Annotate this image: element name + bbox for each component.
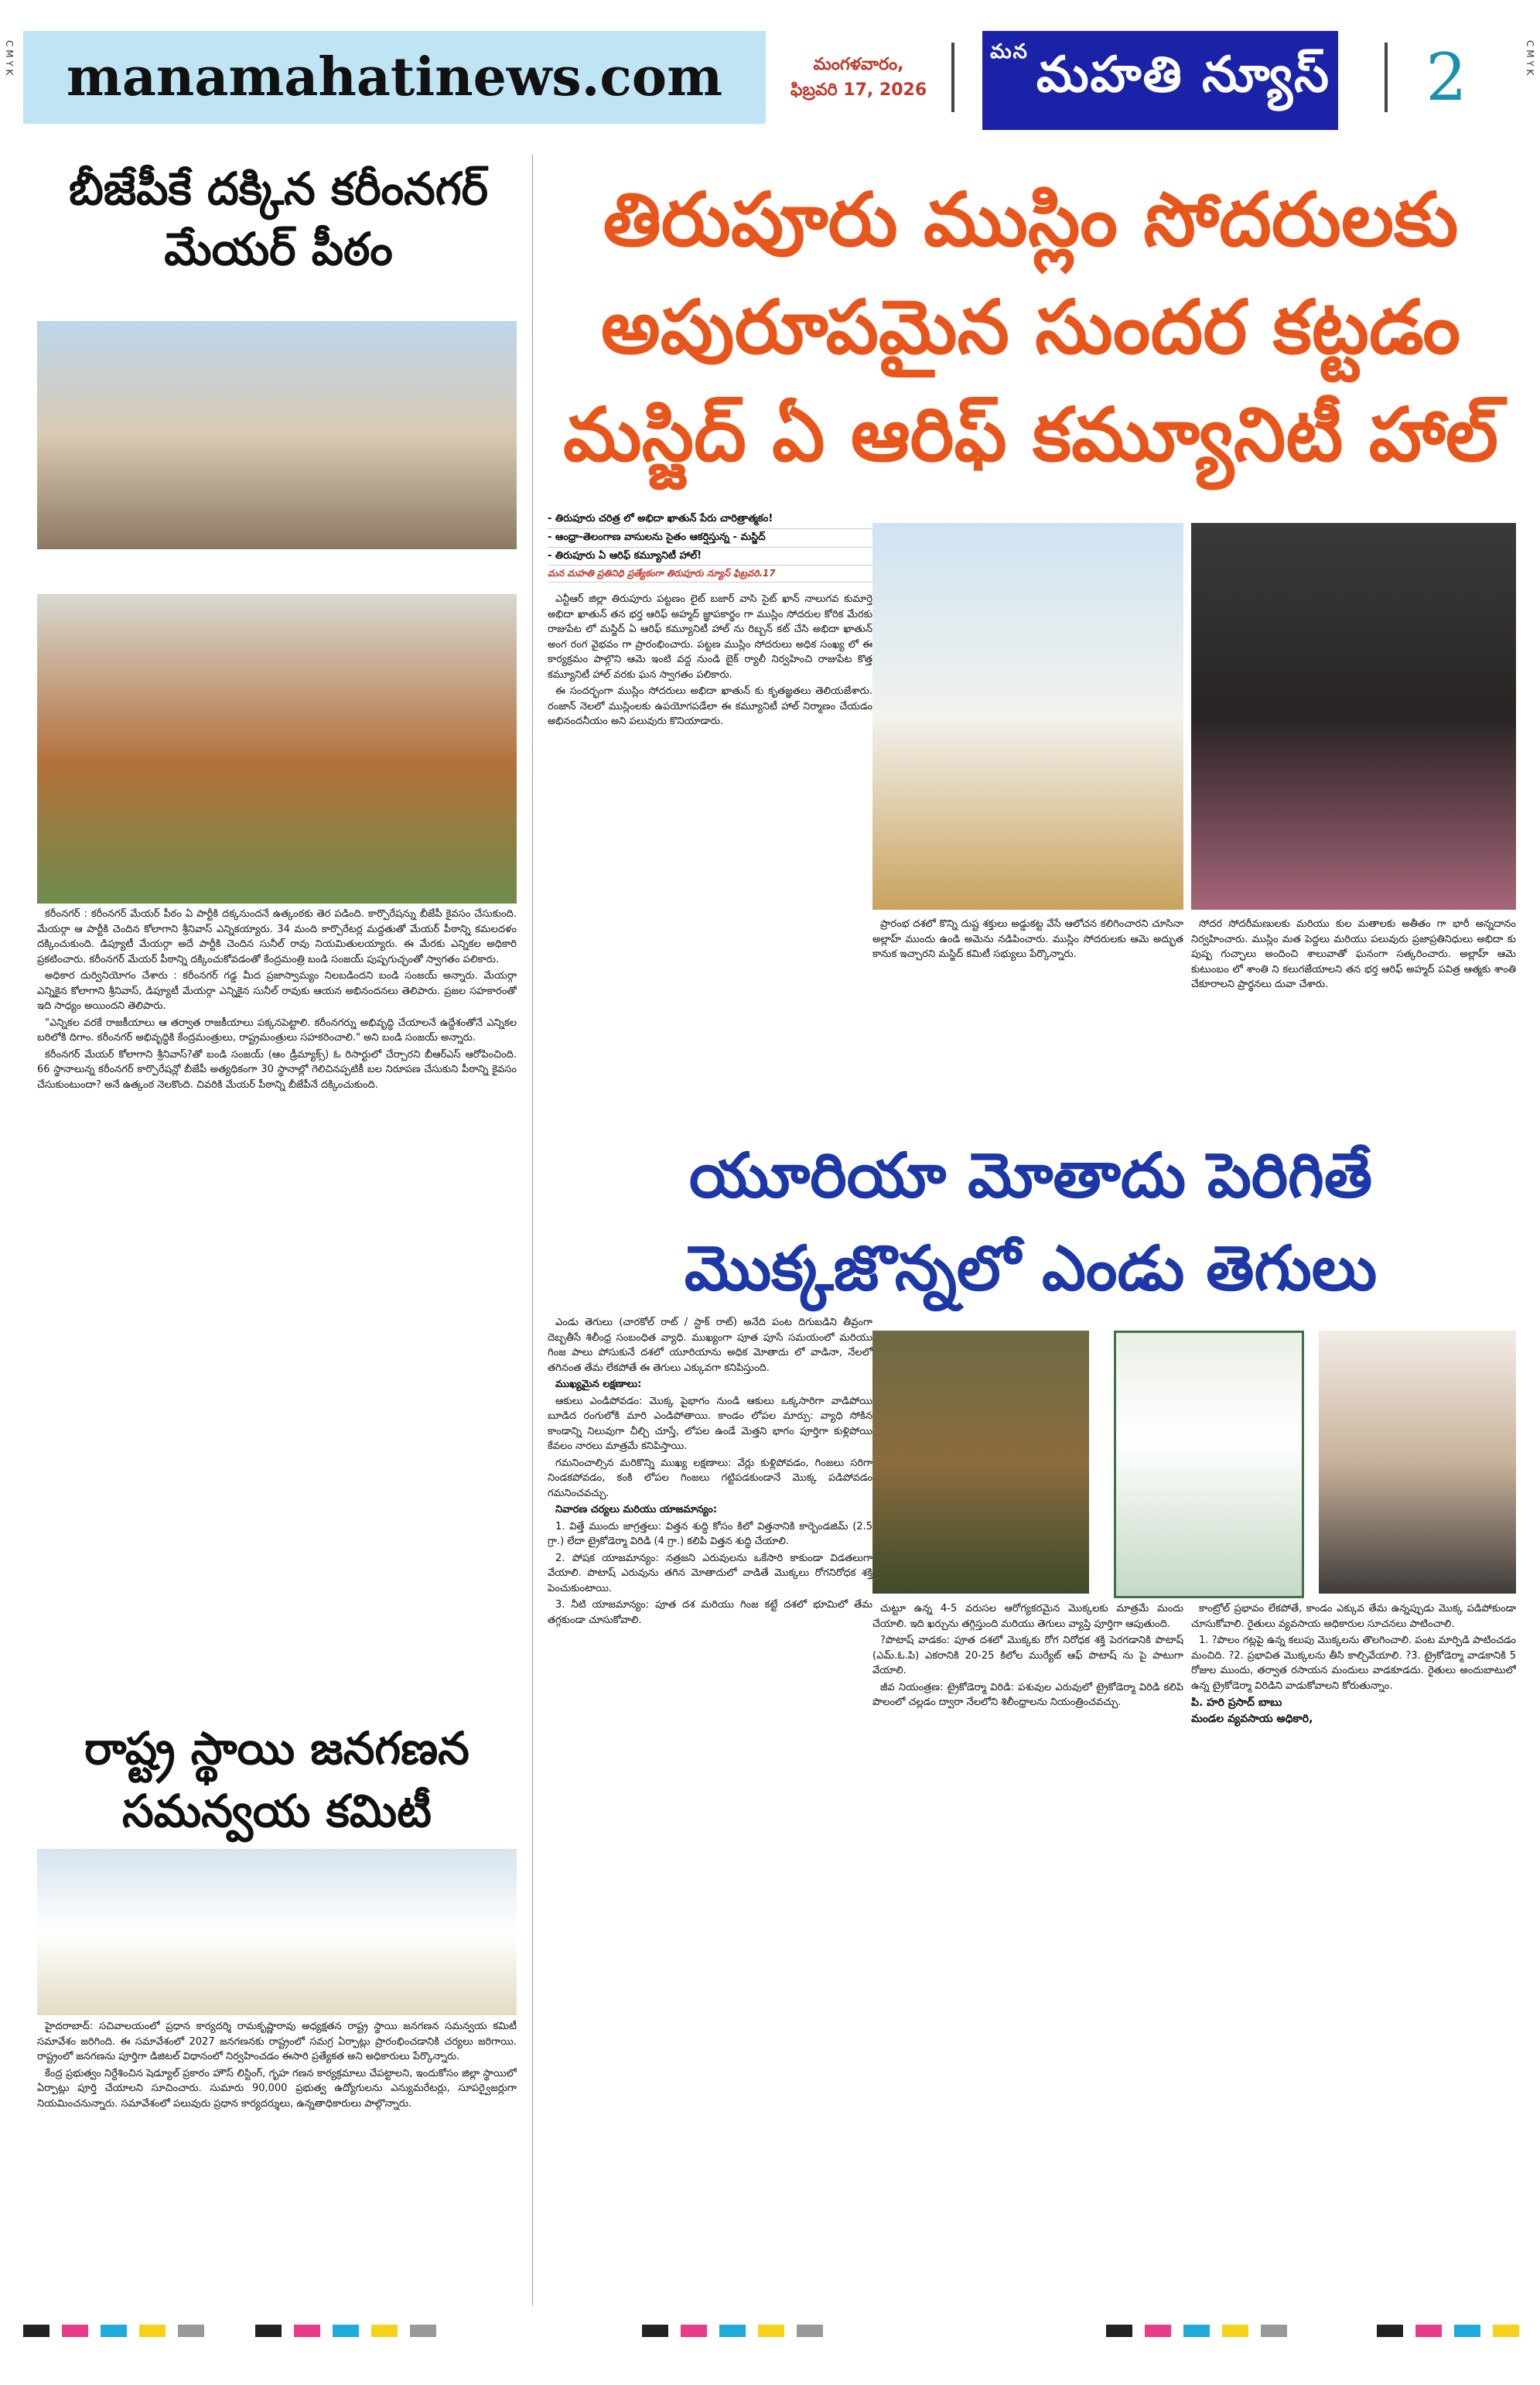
paragraph: కాంట్రోల్ ప్రభావం లేకపోతే, కాండం ఎక్కువ తేమ ఉన్నప్పుడు మొక్క పడిపోకుండా చూసుకోవాలి. రైతులు వ్యవసాయ అధికారుల సూచనలు పాటించాలి. <box>1191 1603 1516 1630</box>
paragraph: గమనించాల్సిన మరికొన్ని ముఖ్య లక్షణాలు: వేర్లు కుళ్లిపోవడం, గింజలు సరిగా నిండకపోవడం, కంకి లోపల గింజలు గట్టిపడకుండానే మొక్క పడిపోవడం గమనించవచ్చు. <box>548 1457 872 1499</box>
swatch <box>719 2325 746 2337</box>
swatch <box>1183 2325 1210 2337</box>
paragraph: అధికార దుర్వినియోగం చేశారు : కరీంనగర్ గడ్డ మీద ప్రజాస్వామ్యం నిలబడిందని బండి సంజయ్ అన్నారు. మేయర్గా ఎన్నికైన కోలాగాని శ్రీనివాస్, డిప్యూటీ మేయర్గా ఎన్నికైన సునీల్ రావుకు ఆయన అభినందనలు తెలిపారు. ప్రజల సహకారంతో ఇది సాధ్యం అయిందని తెలిపారు. <box>37 970 517 1012</box>
date-box <box>781 31 936 124</box>
swatch <box>178 2325 204 2337</box>
paragraph: "ఎన్నికల వరకే రాజకీయాలు ఆ తర్వాత రాజకీయాలు పక్కనపెట్టాలి. కరీంనగర్ను అభివృద్ధి చేయాలనే ఉద్దేశంతోనే ఎన్నికల బరిలోకి దిగాం. కరీంనగర్ అభివృద్ధికి కేంద్రమంత్రులు, రాష్ట్రమంత్రులు సహకరించాలి." అని బండి సంజయ్ అన్నారు. <box>37 1017 517 1044</box>
column-rule <box>532 155 533 2305</box>
paragraph: ముఖ్యమైన లక్షణాలు: <box>555 1379 642 1390</box>
date-full: ఫిబ్రవరి 17, 2026 <box>790 80 927 100</box>
paragraph: సోదర సోదరీమణులకు మరియు కుల మతాలకు అతీతం గా భారీ అన్నదానం నిర్వహించారు. ముస్లిం మత పెద్దలు మరియు పలువురు ప్రజాప్రతినిధులు అభిదా కు పుష్ప గుచ్ఛాలు అందించి శాలువాతో ఘనంగా సత్కరించారు. అల్లాహ్ ఆమె కుటుంబం లో శాంతి ని కలుగజేయాలని తన భర్త ఆరిఫ్ అహ్మద్ పవిత్ర ఆత్మకు శాంతి చేకూరాలని ప్రార్థనలు దువా చేశారు. <box>1191 918 1516 990</box>
paragraph: 3. నీటి యాజమాన్యం: పూత దశ మరియు గింజ కట్టే దశలో భూమిలో తేమ తగ్గకుండా చూసుకోవాలి. <box>548 1599 872 1626</box>
leaders-photo <box>37 594 517 904</box>
paragraph: నివారణ చర్యలు మరియు యాజమాన్యం: <box>555 1504 718 1515</box>
swatch <box>62 2325 88 2337</box>
paragraph: 1. ?పొలం గట్లపై ఉన్న కలుపు మొక్కలను తొలగించాలి. పంట మార్పిడి పాటించడం మంచిది. ?2. ప్రభావిత మొక్కలను తీసి కాల్చివేయాలి. ?3. ట్రైకోడెర్మా వాడకానికి 5 రోజుల ముందు, తర్వాత రసాయన మందులు వాడకూడదు. రైతులు అందుబాటులో ఉన్న ట్రైకోడెర్మా విరిడిని వాడుకోవాలని కోరుతున్నాం. <box>1191 1635 1516 1692</box>
trichoderma-doc-photo <box>1114 1331 1304 1598</box>
bullet: - తిరుపూరు చరిత్ర లో అభిదా ఖాతున్ పేరు చారిత్రాత్మకం! <box>548 511 872 529</box>
swatch <box>681 2325 707 2337</box>
urea-headline: యూరియా మోతాదు పెరిగితే మొక్కజొన్నలో ఎండు తెగులు <box>684 1140 1378 1304</box>
logo <box>982 31 1338 130</box>
swatch <box>1493 2325 1519 2337</box>
masjid-body-right <box>1191 917 1516 1110</box>
signature-name: పి. హరి ప్రసాద్ బాబు <box>1191 1696 1282 1709</box>
bullet: - తిరుపూరు ఏ ఆరిఫ్ కమ్యూనిటీ హాల్! <box>548 548 872 566</box>
logo-small: మన <box>990 40 1029 63</box>
swatch <box>410 2325 436 2337</box>
swatch <box>1415 2325 1442 2337</box>
swatch <box>642 2325 668 2337</box>
swatch <box>333 2325 359 2337</box>
site-name[interactable]: manamahatinews.com <box>23 31 766 124</box>
paragraph: కరీంనగర్ మేయర్ కోలాగాని శ్రీనివాస్?తో బండి సంజయ్ (ఆం డ్రీమ్యాక్స్) ఓ రిసార్టులో చేర్చారని బీఆర్ఎస్ ఆరోపించింది. 66 స్థానాలున్న కరీంనగర్ కార్పొరేషన్లో బీజేపీ అత్యధికంగా 30 స్థానాల్లో గెలిచినప్పటికీ బల నిరూపణ చేసుకుని పీఠాన్ని కైవసం చేసుకుంటుందా? అనే ఉత్కంఠ నెలకొంది. చివరికి మేయర్ పీఠాన్ని బీజేపీనే దక్కించుకుంది. <box>37 1048 517 1091</box>
swatch <box>1145 2325 1171 2337</box>
swatch <box>1377 2325 1403 2337</box>
census-headline: రాష్ట్ర స్థాయి జనగణన సమన్వయ కమిటీ <box>84 1722 470 1838</box>
cmyk-marker-left: C M Y K <box>4 40 15 76</box>
swatch <box>1261 2325 1287 2337</box>
masjid-body <box>548 592 872 1110</box>
paragraph: ఎన్టీఆర్ జిల్లా తిరుపూరు పట్టణం లైట్ బజార్ వాసి సైట్ ఖాన్ నాలుగవ కుమార్తె అభిదా ఖాతున్ తన భర్త ఆరిఫ్ అహ్మద్ జ్ఞాపకార్థం గా ముస్లిం సోదరుల కోరిక మేరకు రాజుపేట లో మస్జిద్ ఏ ఆరిఫ్ కమ్యూనిటీ హాల్ ను రిబ్బన్ కట్ చేసి అభిదా ఖాతున్ అంగ రంగ వైభవం గా ప్రారంభించారు. పట్టణ ముస్లిం సోదరులు అధిక సంఖ్య లో ఈ కార్యక్రమం పాల్గొని ఆమె ఇంటి వద్ద నుండి బైక్ ర్యాలీ నిర్వహించి రాజుపేట కొత్త కమ్యూనిటీ హాల్ వరకు ఘన స్వాగతం పలికారు. <box>548 593 872 681</box>
swatch <box>294 2325 320 2337</box>
byline: మన మహతి ప్రతినిధి ప్రత్యేకంగా తిరుపూరు న్యూస్ ఫిబ్రవరి.17 <box>548 565 872 583</box>
ribbon-cutting-photo <box>1191 523 1516 910</box>
date-day: మంగళవారం, <box>813 55 904 74</box>
paragraph: ఎండు తెగులు (చారకోల్ రాట్ / స్టాక్ రాట్) అనేది పంట దిగుబడిని తీవ్రంగా దెబ్బతీసే శిలీంధ్ర సంబంధిత వ్యాధి. ముఖ్యంగా పూత పూసే సమయంలో మరియు గింజ పాలు పోసుకునే దశలో యూరియాను అధిక మోతాదు లో వాడినా, నేలలో తగినంత తేమ లేకపోతే ఈ తెగులు ఎక్కువగా కనిపిస్తుంది. <box>548 1317 872 1374</box>
divider <box>951 43 954 112</box>
swatch <box>255 2325 282 2337</box>
paragraph: హైదరాబాద్: సచివాలయంలో ప్రధాన కార్యదర్శి రామకృష్ణారావు అధ్యక్షతన రాష్ట్ర స్థాయి జనగణన సమన్వయ కమిటీ సమావేశం జరిగింది. ఈ సమావేశంలో 2027 జనగణనకు రాష్ట్రంలో సమగ్ర ఏర్పాట్లు ప్రారంభించడానికి చర్యలు జరిగాయి. రాష్ట్రంలో జనగణను పూర్తిగా డిజిటల్ విధానంలో నిర్వహించడం ఈసారి ప్రత్యేకత అని అధికారులు పేర్కొన్నారు. <box>37 2021 517 2062</box>
assembly-photo <box>37 1849 517 2015</box>
karimnagar-body <box>37 907 517 1711</box>
census-body <box>37 2019 517 2298</box>
page-number: 2 <box>1426 39 1467 115</box>
paragraph: ప్రారంభ దశలో కొన్ని దుష్ట శక్తులు అడ్డుకట్ట వేసే ఆలోచన కలిగించారని చూసినా అల్లాహ్ ముందు ఉండి అమెను నడిపించారు. ముస్లిం సోదరులకు ఆమె అద్భుత కానుక ఇచ్చారని మస్జిద్ కమిటీ సభ్యులు పేర్కొన్నారు. <box>872 918 1183 960</box>
divider <box>1385 43 1388 112</box>
paragraph: ఆకులు ఎండిపోవడం: మొక్క పైభాగం నుండి ఆకులు ఒక్కసారిగా వాడిపోయి బూడిద రంగులోకి మారి ఎండిపోతాయి. కాండం లోపల మార్పు: వ్యాధి సోకిన కాండాన్ని నిలువుగా చీల్చి చూస్తే, లోపల ఉండే మెత్తని భాగం పూర్తిగా కుళ్లిపోయి కేవలం నారలు మాత్రమే కనిపిస్తాయి. <box>548 1395 872 1452</box>
paragraph: ?పొటాష్ వాడకం: పూత దశలో మొక్కకు రోగ నిరోధక శక్తి పెరగడానికి పొటాష్ (ఎమ్.ఓ.పి) ఎకరానికి 20-25 కిలోల ముర్యేట్ ఆఫ్ పొటాష్ ను పై పాటుగా వేయాలి. <box>872 1635 1183 1676</box>
bullet: - ఆంధ్రా-తెలంగాణ వాసులను సైతం ఆకర్షిస్తున్న - మస్జిద్ <box>548 529 872 548</box>
signature-role: మండల వ్యవసాయ అధికారి, <box>1191 1713 1313 1725</box>
karimnagar-headline: బీజేపీకే దక్కిన కరీంనగర్ మేయర్ పీఠం <box>69 162 488 276</box>
swatch <box>371 2325 398 2337</box>
paragraph: 1. విత్తే ముందు జాగ్రత్తలు: విత్తన శుద్ధి కోసం కిలో విత్తనానికి కార్బెండజిమ్ (2.5 గ్రా.) లేదా ట్రైకోడెర్మా విరిడి (4 గ్రా.) కలిపి విత్తన శుద్ధి చేయాలి. <box>548 1520 872 1547</box>
building-photo <box>872 523 1183 910</box>
paragraph: జీవ నియంత్రణ: ట్రైకోడెర్మా విరిడి: పశువుల ఎరువులో ట్రైకోడెర్మా విరిడి కలిపి పొలంలో చల్లడం ద్వారా నేలలోని శిలీంధ్రాలను నియంత్రించవచ్చు. <box>872 1681 1183 1708</box>
swatch <box>797 2325 823 2337</box>
logo-text: మహతి న్యూస్ <box>1036 46 1330 104</box>
paragraph: చుట్టూ ఉన్న 4-5 వరుసల ఆరోగ్యకరమైన మొక్కలకు మాత్రమే మందు చేయాలి. ఇది ఖర్చును తగ్గిస్తుంది మరియు తెగులు వ్యాప్తి పూర్తిగా ఆపుతుంది. <box>872 1603 1183 1630</box>
cmyk-marker-right: C M Y K <box>1525 40 1535 76</box>
swatch <box>1106 2325 1132 2337</box>
masjid-headline: తిరుపూరు ముస్లిం సోదరులకు అపురూపమైన సుందర కట్టడం మస్జిద్ ఏ ఆరిఫ్ కమ్యూనిటీ హాల్ <box>563 176 1498 479</box>
masjid-body-mid <box>872 917 1183 1110</box>
swatch <box>758 2325 784 2337</box>
masjid-bullets <box>548 511 872 583</box>
urea-body-mid <box>872 1601 1183 2298</box>
paragraph: ఈ సందర్భంగా ముస్లిం సోదరులు అభిదా ఖాతున్ కు కృతజ్ఞతలు తెలియజేశారు. రంజాన్ నెలలో ముస్లింలకు ఉపయోగపడేలా ఈ కమ్యూనిటీ హాల్ నిర్మాణం చేయడం అభినందనీయం అని పలువురు కొనియాడారు. <box>548 685 872 727</box>
color-registration-bar <box>0 2317 1540 2348</box>
urea-body-right <box>1191 1601 1516 2298</box>
corn-photo <box>872 1331 1089 1594</box>
swatch <box>101 2325 127 2337</box>
swatch <box>1222 2325 1248 2337</box>
urea-body <box>548 1315 872 2298</box>
paragraph: 2. పోషక యాజమాన్యం: నత్రజని ఎరువులను ఒకేసారి కాకుండా విడతలుగా వేయాలి. పొటాష్ ఎరువును తగిన మోతాదులో వాడితే మొక్కలు రోగనిరోధక శక్తి పెంచుకుంటాయి. <box>548 1552 872 1594</box>
swatch <box>23 2325 50 2337</box>
swatch <box>139 2325 166 2337</box>
paragraph: కేంద్ర ప్రభుత్వం నిర్దేశించిన షెడ్యూల్ ప్రకారం హౌస్ లిస్టింగ్, గృహ గణన కార్యక్రమాలు చేపట్టాలని, ఇందుకోసం జిల్లా స్థాయిలో ఏర్పాట్లు పూర్తి చేయాలని సూచించారు. సుమారు 90,000 ప్రభుత్వ ఉద్యోగులను ఎన్యుమరేటర్లు, సూపర్వైజర్లుగా నియమించనున్నారు. సమావేశంలో పలువురు ప్రధాన కార్యదర్శులు, ఉన్నతాధికారులు పాల్గొన్నారు. <box>37 2067 517 2110</box>
swatch <box>1454 2325 1480 2337</box>
officer-photo <box>1319 1331 1516 1594</box>
clock-tower-photo <box>37 321 517 549</box>
paragraph: కరీంనగర్ : కరీంనగర్ మేయర్ పీఠం ఏ పార్టీకి దక్కనుందనే ఉత్కంఠకు తెర పడింది. కార్పొరేషన్ను బీజేపీ కైవసం చేసుకుంది. మేయర్గా ఆ పార్టీకి చెందిన కోలాగాని శ్రీనివాస్ ఎన్నికయ్యారు. 34 మంది కార్పొరేటర్ల మద్దతుతో మేయర్ పీఠాన్ని కమలదళం దక్కించుకుంది. డిప్యూటీ మేయర్గా అదే పార్టీకి చెందిన సునీల్ రావు నియమితులయ్యారు. ఈ మేరకు ఎన్నికల అధికారి ప్రకటించారు. కరీంనగర్ మేయర్ పీఠాన్ని దక్కించుకోవడంతో కేంద్రమంత్రి బండి సంజయ్ పుష్పగుచ్ఛంతో స్వాగతం పలికారు. <box>37 908 517 965</box>
